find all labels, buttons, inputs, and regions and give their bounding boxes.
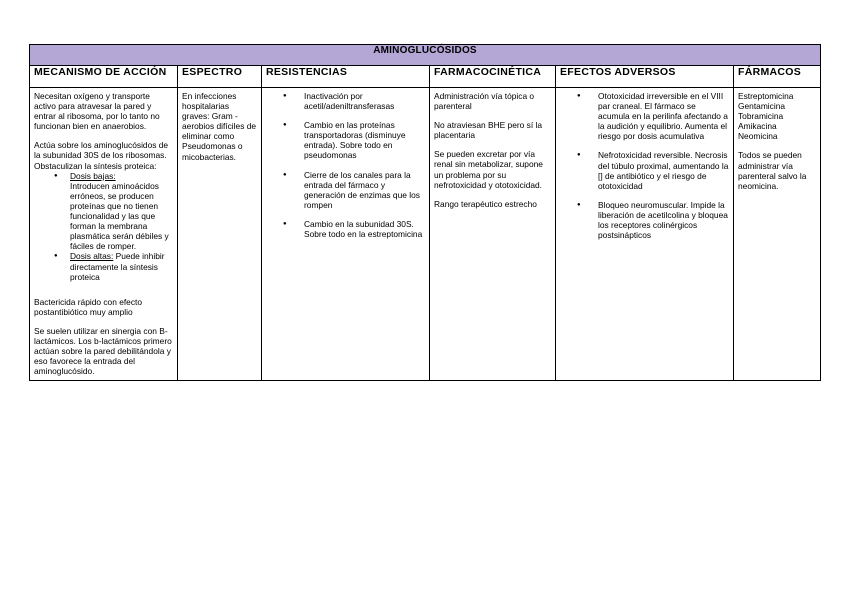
farmacocinetica-p1: Administración vía tópica o parenteral <box>434 91 535 112</box>
cell-espectro <box>178 88 262 381</box>
farmacocinetica-p2: No atraviesan BHE pero sí la placentaria <box>434 120 542 141</box>
efecto-item: ● Nefrotoxicidad reversible. Necrosis del túbulo proximal, aumentando la [] de antibiótico y el riesgo de ototoxicidad <box>560 150 729 190</box>
header-mecanismo: MECANISMO DE ACCIÓN <box>30 66 178 88</box>
mecanismo-p4: Se suelen utilizar en sinergia con B-lactámicos. Los b-lactámicos primero actúan sobre la pared debilitándola y eso favorece la entrada del aminoglucósido. <box>34 325 172 377</box>
farmaco-item: Neomicina <box>738 131 778 142</box>
header-resistencias: RESISTENCIAS <box>262 66 430 88</box>
mecanismo-p2: Actúa sobre los aminoglucósidos de la subunidad 30S de los ribosomas. Obstaculizan la síntesis proteica: <box>34 140 169 171</box>
dosis-bajas-item <box>34 171 173 252</box>
header-farmacocinetica: FARMACOCINÉTICA <box>430 66 556 88</box>
dosis-altas-label: Dosis altas: <box>70 251 114 262</box>
cell-farmacos <box>734 88 821 381</box>
efecto-item: ● Ototoxicidad irreversible en el VIII par craneal. El fármaco se acumula en la perilinfa afectando a la audición y equilibrio. Aumenta el riesgo por dosis acumulativa <box>560 91 729 141</box>
farmaco-item: Tobramicina <box>738 111 784 122</box>
resistencia-item: ● Cambio en las proteínas transportadoras (disminuye entrada). Sobre todo en pseudomonas <box>266 120 425 160</box>
farmacocinetica-p3: Se pueden excretar por vía renal sin metabolizar, supone un problema por su nefrotoxicidad y ototoxicidad. <box>434 149 543 190</box>
resistencia-item: ● Cambio en la subunidad 30S. Sobre todo en la estreptomicina <box>266 219 425 239</box>
dosis-altas-text: Puede inhibir directamente la síntesis proteica <box>70 251 165 282</box>
farmacos-note: Todos se pueden administrar vía parenteral salvo la neomicina. <box>738 150 807 191</box>
header-farmacos: FÁRMACOS <box>734 66 821 88</box>
cell-farmacocinetica <box>430 88 556 381</box>
dosis-list <box>34 171 173 282</box>
resistencias-list <box>266 91 425 239</box>
cell-mecanismo <box>30 88 178 381</box>
efecto-item: ● Bloqueo neuromuscular. Impide la liberación de acetilcolina y bloquea los receptores colinérgicos postsinápticos <box>560 200 729 240</box>
header-espectro: ESPECTRO <box>178 66 262 88</box>
efectos-list <box>560 91 729 240</box>
mecanismo-p3: Bactericida rápido con efecto postantibiótico muy amplio <box>34 296 143 317</box>
dosis-bajas-text: Introducen aminoácidos erróneos, se producen proteínas que no tienen funcionalidad y las que forman la membrana plasmática serán débiles y fáciles de romper. <box>70 180 169 252</box>
cell-resistencias <box>262 88 430 381</box>
farmacocinetica-p4: Rango terapéutico estrecho <box>434 198 537 209</box>
dosis-bajas-label: Dosis bajas: <box>70 170 116 181</box>
header-efectos-adversos: EFECTOS ADVERSOS <box>556 66 734 88</box>
mecanismo-p1: Necesitan oxígeno y transporte activo para atravesar la pared y entrar al ribosoma, por lo tanto no funcionan bien en anaerobios. <box>34 91 160 132</box>
cell-efectos-adversos <box>556 88 734 381</box>
resistencia-item: ● Inactivación por acetil/adeniltransferasas <box>266 91 425 111</box>
dosis-altas-item <box>34 251 173 281</box>
espectro-text: En infecciones hospitalarias graves: Gram - aerobios difíciles de eliminar como Pseudomonas o micobacterias. <box>182 91 257 162</box>
aminoglucosidos-table <box>29 44 821 381</box>
farmaco-item: Estreptomicina <box>738 91 794 101</box>
resistencia-item: ● Cierre de los canales para la entrada del fármaco y generación de enzimas que los rompen <box>266 170 425 210</box>
farmaco-item: Gentamicina <box>738 101 786 112</box>
table-title: AMINOGLUCÓSIDOS <box>30 45 821 66</box>
farmaco-item: Amikacina <box>738 121 777 132</box>
